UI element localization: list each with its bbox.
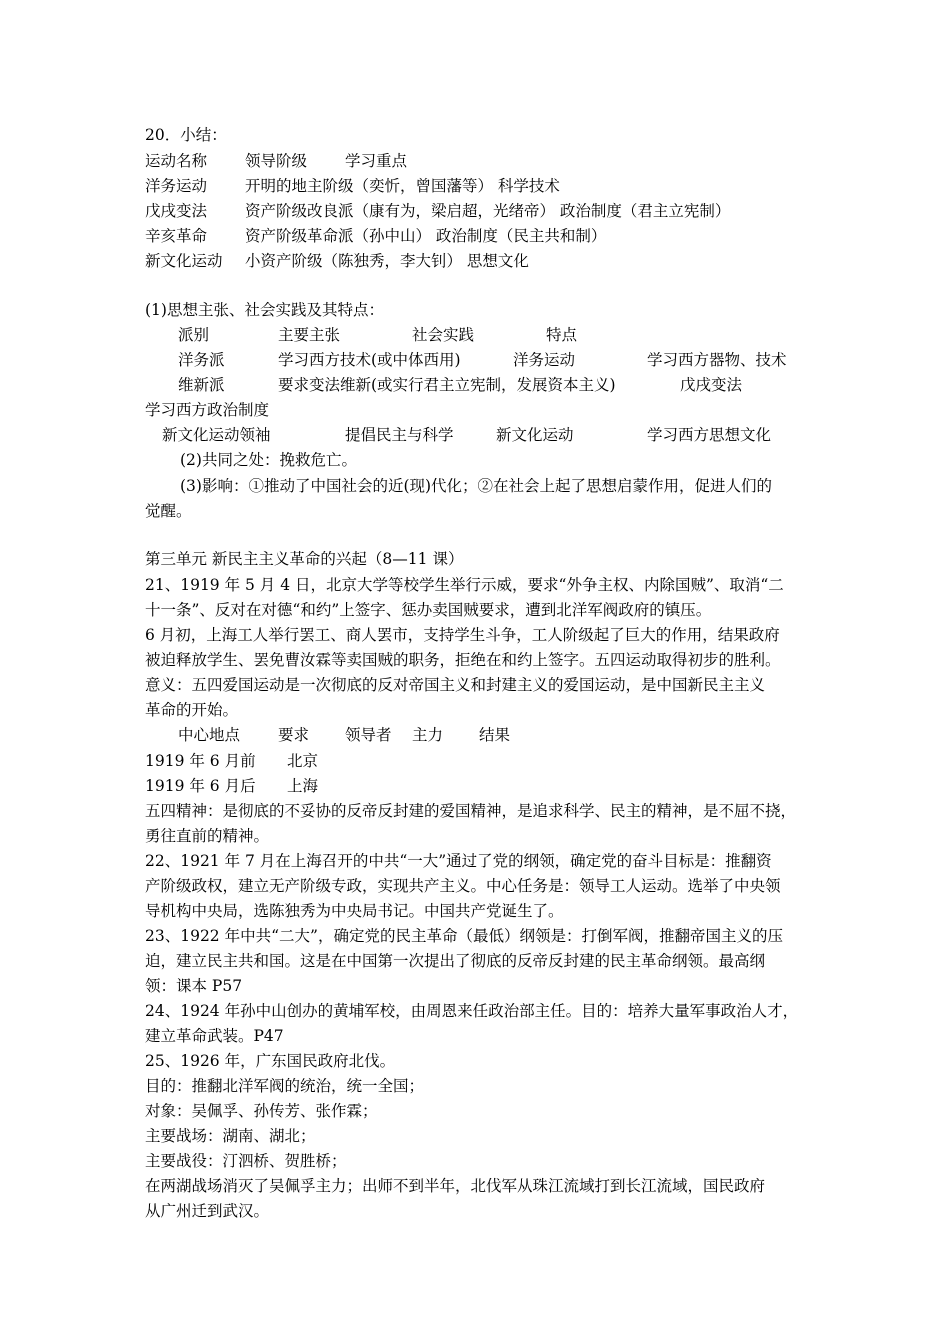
section-25-line: 从广州迁到武汉。 — [145, 1202, 270, 1220]
table-cell: 洋务运动 — [513, 351, 576, 369]
summary-header-focus: 学习重点 — [345, 152, 408, 170]
may4-spirit-line: 五四精神：是彻底的不妥协的反帝反封建的爱国精神，是追求科学、民主的精神，是不屈不挠， — [145, 802, 797, 820]
section-25-line: 主要战场：湖南、湖北； — [145, 1127, 316, 1145]
section-21-line: 被迫释放学生、罢免曹汝霖等卖国贼的职务，拒绝在和约上签字。五四运动取得初步的胜利。 — [145, 651, 781, 669]
point-1-title: (1)思想主张、社会实践及其特点： — [145, 301, 384, 319]
point-2: (2)共同之处：挽救危亡。 — [180, 451, 357, 469]
section-21-line: 十一条”、反对在对德“和约”上签字、惩办卖国贼要求，遭到北洋军阀政府的镇压。 — [145, 601, 712, 619]
table-cell: 维新派 — [178, 376, 225, 394]
section-23-line: 23、1922 年中共“二大”，确定党的民主革命（最低）纲领是：打倒军阀，推翻帝国主义的压 — [145, 927, 783, 945]
may4-header-result: 结果 — [479, 726, 511, 744]
may4-header-force: 主力 — [412, 726, 444, 744]
summary-row-detail: 资产阶级革命派（孙中山） 政治制度（民主共和制） — [245, 227, 607, 245]
summary-row-detail: 开明的地主阶级（奕忻，曾国藩等） 科学技术 — [245, 177, 560, 195]
summary-row-detail: 小资产阶级（陈独秀，李大钊） 思想文化 — [245, 252, 529, 270]
table-cell: 学习西方器物、技术 — [647, 351, 787, 369]
summary-row-name: 洋务运动 — [145, 177, 208, 195]
table-cell: 新文化运动领袖 — [162, 426, 271, 444]
table-header-proposal: 主要主张 — [278, 326, 341, 344]
point-3-line: (3)影响：①推动了中国社会的近(现)代化；②在社会上起了思想启蒙作用，促进人们的 — [180, 477, 773, 495]
summary-row-detail: 资产阶级改良派（康有为，梁启超，光绪帝） 政治制度（君主立宪制） — [245, 202, 731, 220]
summary-row-name: 辛亥革命 — [145, 227, 208, 245]
section-21-line: 21、1919 年 5 月 4 日，北京大学等校学生举行示威，要求“外争主权、内除国贼”、取消“二 — [145, 576, 784, 594]
table-cell: 要求变法维新(或实行君主立宪制，发展资本主义) — [278, 376, 616, 394]
may4-spirit-line: 勇往直前的精神。 — [145, 827, 270, 845]
unit-3-heading: 第三单元 新民主主义革命的兴起（8—11 课） — [145, 550, 464, 568]
table-cell: 洋务派 — [178, 351, 225, 369]
may4-row-time: 1919 年 6 月前 — [145, 752, 256, 770]
section-23-line: 迫，建立民主共和国。这是在中国第一次提出了彻底的反帝反封建的民主革命纲领。最高纲 — [145, 952, 766, 970]
table-cell: 新文化运动 — [496, 426, 574, 444]
section-23-line: 领：课本 P57 — [145, 977, 243, 995]
section-21-line: 革命的开始。 — [145, 701, 239, 719]
table-header-feature: 特点 — [546, 326, 578, 344]
section-22-line: 导机构中央局，选陈独秀为中央局书记。中国共产党诞生了。 — [145, 902, 564, 920]
point-3-line: 觉醒。 — [145, 502, 192, 520]
table-cell: 学习西方技术(或中体西用) — [278, 351, 461, 369]
summary-row-name: 新文化运动 — [145, 252, 223, 270]
section-20-title: 20．小结： — [145, 126, 227, 144]
summary-row-name: 戊戌变法 — [145, 202, 208, 220]
section-24-line: 24、1924 年孙中山创办的黄埔军校，由周恩来任政治部主任。目的：培养大量军事政治人才， — [145, 1002, 799, 1020]
table-cell-wrap: 学习西方政治制度 — [145, 401, 270, 419]
may4-row-time: 1919 年 6 月后 — [145, 777, 256, 795]
section-22-line: 22、1921 年 7 月在上海召开的中共“一大”通过了党的纲领，确定党的奋斗目标是：推翻资 — [145, 852, 772, 870]
section-22-line: 产阶级政权，建立无产阶级专政，实现共产主义。中心任务是：领导工人运动。选举了中央领 — [145, 877, 781, 895]
table-header-faction: 派别 — [178, 326, 210, 344]
may4-row-location: 北京 — [287, 752, 319, 770]
may4-header-location: 中心地点 — [178, 726, 241, 744]
may4-header-demand: 要求 — [278, 726, 310, 744]
section-25-line: 25、1926 年，广东国民政府北伐。 — [145, 1052, 396, 1070]
summary-header-class: 领导阶级 — [245, 152, 308, 170]
table-cell: 戊戌变法 — [680, 376, 743, 394]
section-21-line: 6 月初，上海工人举行罢工、商人罢市，支持学生斗争，工人阶级起了巨大的作用，结果政府 — [145, 626, 780, 644]
summary-header-movement: 运动名称 — [145, 152, 208, 170]
section-24-line: 建立革命武装。P47 — [145, 1027, 284, 1045]
may4-header-leader: 领导者 — [345, 726, 392, 744]
section-25-line: 在两湖战场消灭了吴佩孚主力；出师不到半年，北伐军从珠江流域打到长江流域，国民政府 — [145, 1177, 766, 1195]
section-21-line: 意义：五四爱国运动是一次彻底的反对帝国主义和封建主义的爱国运动，是中国新民主主义 — [145, 676, 766, 694]
table-header-practice: 社会实践 — [412, 326, 475, 344]
table-cell: 提倡民主与科学 — [345, 426, 454, 444]
table-cell: 学习西方思想文化 — [647, 426, 772, 444]
section-25-line: 主要战役：汀泗桥、贺胜桥； — [145, 1152, 347, 1170]
section-25-line: 对象：吴佩孚、孙传芳、张作霖； — [145, 1102, 378, 1120]
may4-row-location: 上海 — [287, 777, 319, 795]
section-25-line: 目的：推翻北洋军阀的统治，统一全国； — [145, 1077, 425, 1095]
